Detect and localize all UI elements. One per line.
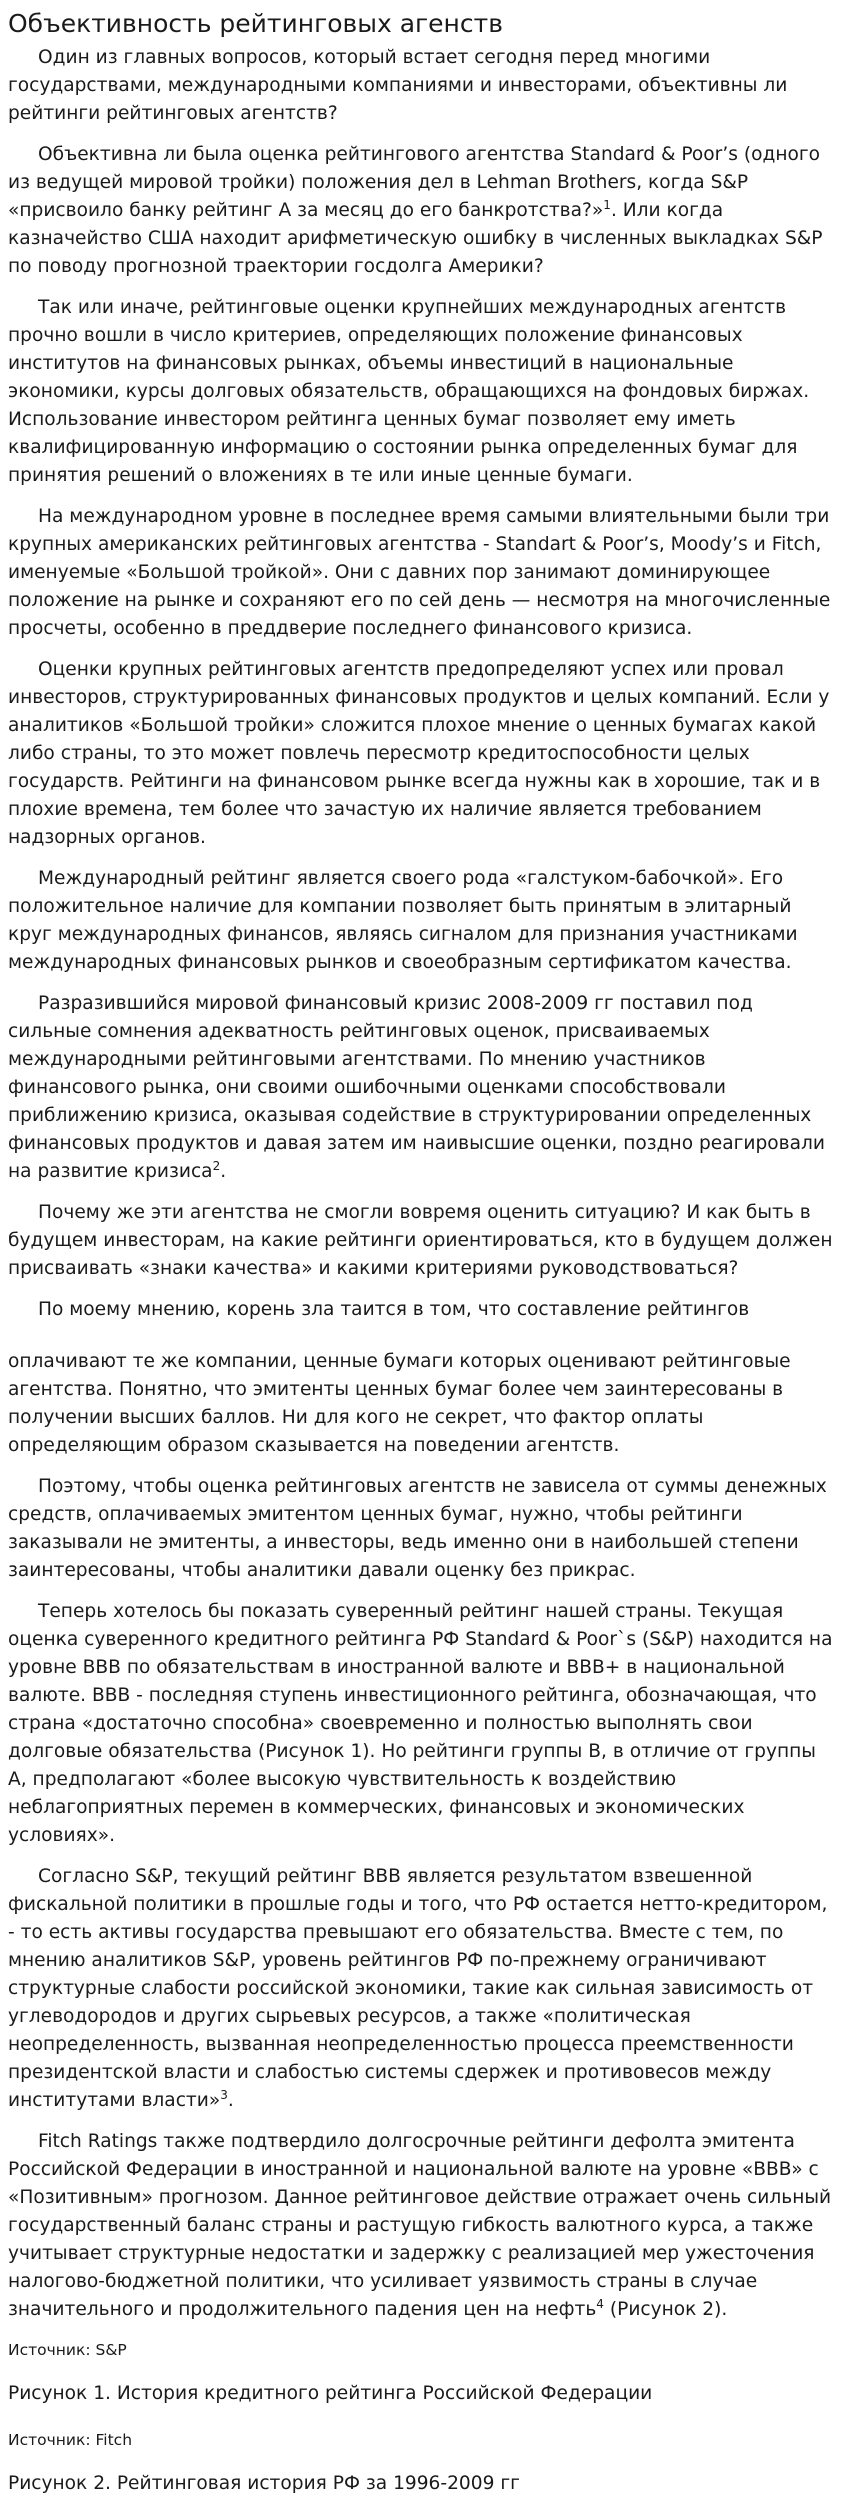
- footnote-ref-4[interactable]: 4: [596, 2296, 604, 2311]
- paragraph-text: Объективна ли была оценка рейтингового агентства Standard & Poor’s (одного из ведущей мировой тройки) положения дел в Lehman Brothers, когда S&P «присвоило банку рейтинг А за месяц до его банкротства?»: [8, 144, 820, 221]
- paragraph-10: [8, 1348, 835, 1460]
- paragraph-text: Международный рейтинг является своего рода «галстуком-бабочкой». Его положительное наличие для компании позволяет быть принятым в элитарный круг международных финансов, являясь сигналом для признания участниками международных финансовых рынков и своеобразным сертификатом качества.: [8, 868, 798, 973]
- footnote-ref-3[interactable]: 3: [220, 2087, 228, 2102]
- footnote-ref-2[interactable]: 2: [212, 1158, 221, 1173]
- paragraph-11: [8, 1473, 835, 1585]
- paragraph-text: Поэтому, чтобы оценка рейтинговых агентств не зависела от суммы денежных средств, оплачиваемых эмитентом ценных бумаг, нужно, чтобы рейтинги заказывали не эмитенты, а инвесторы, ведь именно они в наибольшей степени заинтересованы, чтобы аналитики давали оценку без прикрас.: [8, 1476, 827, 1581]
- paragraph-5: [8, 656, 835, 852]
- footnote-ref-1[interactable]: 1: [603, 197, 611, 212]
- paragraph-7: [8, 990, 835, 1186]
- paragraph-14: [8, 2128, 835, 2324]
- paragraph-3: [8, 294, 835, 490]
- paragraph-text: Fitch Ratings также подтвердило долгосрочные рейтинги дефолта эмитента Российской Федерации в иностранной и национальной валюте на уровне «BBB» с «Позитивным» прогнозом. Данное рейтинговое действие отражает очень сильный государственный баланс страны и растущую гибкость валютного курса, а также учитывает структурные недостатки и задержку с реализацией мер ужесточения налогово-бюджетной политики, что усиливает уязвимость страны в случае значительного и продолжительного падения цен на нефть: [8, 2131, 832, 2320]
- figure-1-caption: Рисунок 1. История кредитного рейтинга Российской Федерации: [8, 2383, 653, 2404]
- paragraph-text: Почему же эти агентства не смогли вовремя оценить ситуацию? И как быть в будущем инвесторам, на какие рейтинги ориентироваться, кто в будущем должен присваивать «знаки качества» и какими критериями руководствоваться?: [8, 1202, 833, 1279]
- paragraph-text: оплачивают те же компании, ценные бумаги которых оценивают рейтинговые агентства. Понятно, что эмитенты ценных бумаг более чем заинтересованы в получении высших баллов. Ни для кого не секрет, что фактор оплаты определяющим образом сказывается на поведении агентств.: [8, 1351, 791, 1456]
- paragraph-text: Согласно S&P, текущий рейтинг BBB является результатом взвешенной фискальной политики в прошлые годы и того, что РФ остается нетто-кредитором, - то есть активы государства превышают его обязательства. Вместе с тем, по мнению аналитиков S&P, уровень рейтингов РФ по-прежнему ограничивают структурные слабости российской экономики, такие как сильная зависимость от углеводородов и других сырьевых ресурсов, а также «политическая неопределенность, вызванная неопределенностью процесса преемственности президентской власти и слабостью системы сдержек и противовесов между институтами власти»: [8, 1866, 828, 2111]
- paragraph-text: Оценки крупных рейтинговых агентств предопределяют успех или провал инвесторов, структурированных финансовых продуктов и целых компаний. Если у аналитиков «Большой тройки» сложится плохое мнение о ценных бумагах какой либо страны, то это может повлечь пересмотр кредитоспособности целых государств. Рейтинги на финансовом рынке всегда нужны как в хорошие, так и в плохие времена, тем более что зачастую их наличие является требованием надзорных органов.: [8, 659, 830, 848]
- figure-2-caption: Рисунок 2. Рейтинговая история РФ за 1996-2009 гг: [8, 2473, 520, 2494]
- paragraph-text: По моему мнению, корень зла таится в том, что составление рейтингов: [38, 1299, 750, 1320]
- paragraph-text: Теперь хотелось бы показать суверенный рейтинг нашей страны. Текущая оценка суверенного кредитного рейтинга РФ Standard & Poor`s (S&P) находится на уровне BBB по обязательствам в иностранной валюте и BBB+ в национальной валюте. BBB - последняя ступень инвестиционного рейтинга, обозначающая, что страна «достаточно способна» своевременно и полностью выполнять свои долговые обязательства (Рисунок 1). Но рейтинги группы B, в отличие от группы А, предполагают «более высокую чувствительность к воздействию неблагоприятных перемен в коммерческих, финансовых и экономических условиях».: [8, 1601, 833, 1846]
- paragraph-text: На международном уровне в последнее время самыми влиятельными были три крупных американских рейтинговых агентства - Standart & Poor’s, Moody’s и Fitch, именуемые «Большой тройкой». Они с давних пор занимают доминирующее положение на рынке и сохраняют его по сей день — несмотря на многочисленные просчеты, особенно в преддверие последнего финансового кризиса.: [8, 506, 831, 639]
- paragraph-4: [8, 503, 835, 643]
- paragraph-2: [8, 141, 835, 281]
- paragraph-text-tail: .: [220, 1161, 227, 1182]
- article-title: Объективность рейтинговых агенств: [8, 9, 503, 38]
- paragraph-6: [8, 865, 835, 977]
- paragraph-1: [8, 44, 835, 128]
- figure-2-source: Источник: Fitch: [8, 2431, 133, 2449]
- paragraph-text-tail: . Или когда казначейство США находит арифметическую ошибку в численных выкладках S&P по поводу прогнозной траектории госдолга Америки?: [8, 200, 823, 277]
- paragraph-12: [8, 1598, 835, 1850]
- figure-1-source: Источник: S&P: [8, 2341, 127, 2359]
- paragraph-9: [8, 1296, 835, 1324]
- paragraph-text: Так или иначе, рейтинговые оценки крупнейших международных агентств прочно вошли в число критериев, определяющих положение финансовых институтов на финансовых рынках, объемы инвестиций в национальные экономики, курсы долговых обязательств, обращающихся на фондовых биржах. Использование инвестором рейтинга ценных бумаг позволяет ему иметь квалифицированную информацию о состоянии рынка определенных бумаг для принятия решений о вложениях в те или иные ценные бумаги.: [8, 297, 810, 486]
- paragraph-13: [8, 1863, 835, 2115]
- paragraph-text-tail: .: [227, 2090, 234, 2111]
- paragraph-text: Разразившийся мировой финансовый кризис 2008-2009 гг поставил под сильные сомнения адекватность рейтинговых оценок, присваиваемых международными рейтинговыми агентствами. По мнению участников финансового рынка, они своими ошибочными оценками способствовали приближению кризиса, оказывая содействие в структурировании определенных финансовых продуктов и давая затем им наивысшие оценки, поздно реагировали на развитие кризиса: [8, 993, 825, 1182]
- paragraph-text-tail: (Рисунок 2).: [603, 2299, 728, 2320]
- paragraph-8: [8, 1199, 835, 1283]
- paragraph-text: Один из главных вопросов, который встает сегодня перед многими государствами, международными компаниями и инвесторами, объективны ли рейтинги рейтинговых агентств?: [8, 47, 788, 124]
